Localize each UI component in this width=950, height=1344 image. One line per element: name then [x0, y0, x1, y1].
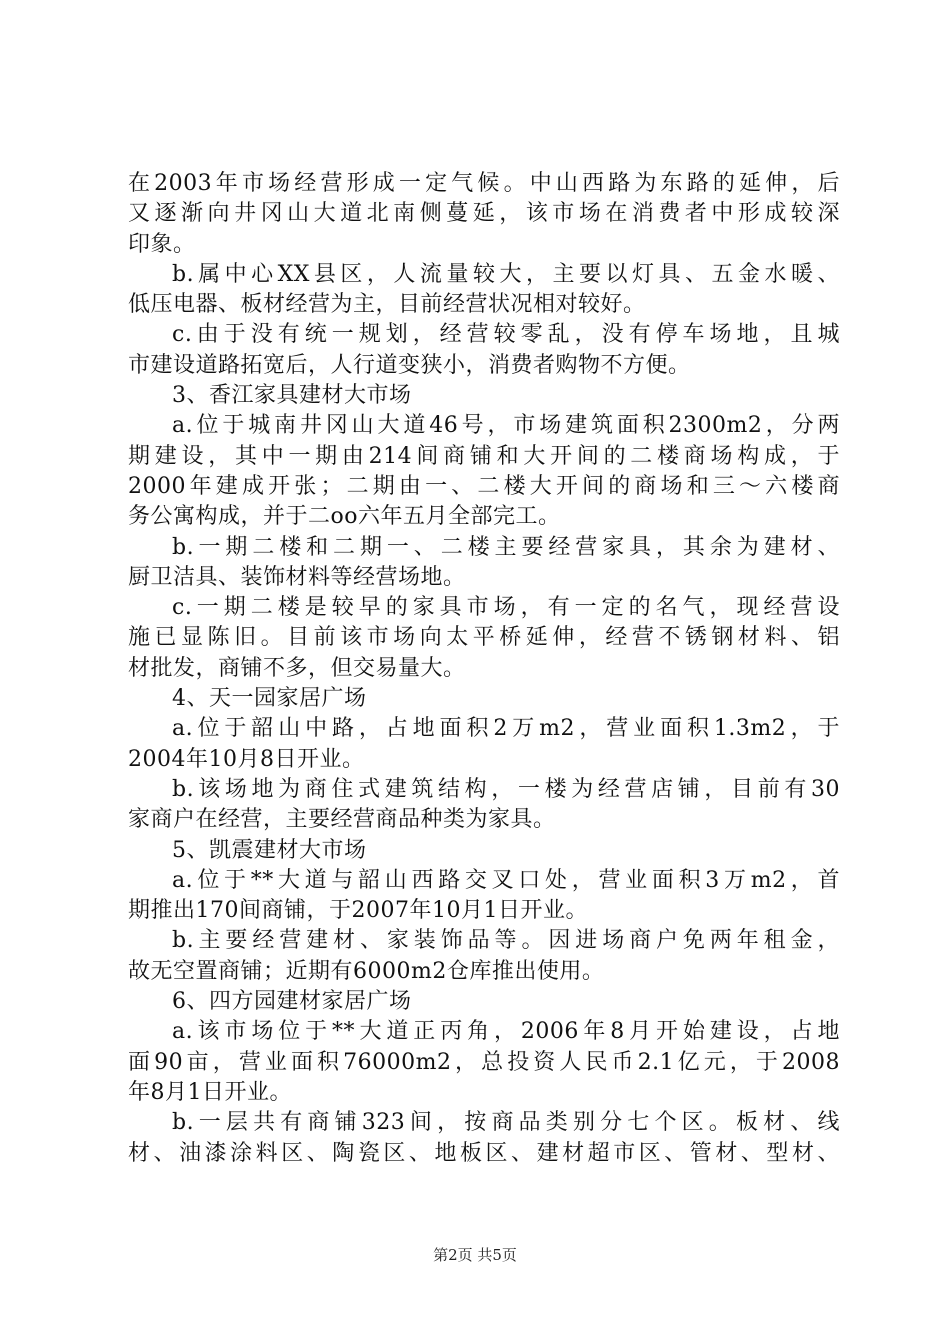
text-line: b.一层共有商铺323间，按商品类别分七个区。板材、线	[172, 1110, 840, 1136]
text-line: a.位于**大道与韶山西路交叉口处，营业面积3万m2，首	[172, 867, 840, 893]
text-line: c.一期二楼是较早的家具市场，有一定的名气，现经营设	[172, 595, 840, 621]
text-line: 面90亩，营业面积76000m2，总投资人民币2.1亿元，于2008	[128, 1049, 840, 1075]
text-line: 材批发，商铺不多，但交易量大。	[128, 655, 466, 681]
text-line: b.一期二楼和二期一、二楼主要经营家具，其余为建材、	[172, 534, 840, 560]
text-line: b.该场地为商住式建筑结构，一楼为经营店铺，目前有30	[172, 776, 840, 802]
text-line: 2000年建成开张；二期由一、二楼大开间的商场和三～六楼商	[128, 473, 840, 499]
text-line: 故无空置商铺；近期有6000m2仓库推出使用。	[128, 958, 605, 984]
text-line: a.位于城南井冈山大道46号，市场建筑面积2300m2，分两	[172, 413, 840, 439]
text-line: 务公寓构成，并于二oo六年五月全部完工。	[128, 504, 561, 530]
text-line: 又逐渐向井冈山大道北南侧蔓延，该市场在消费者中形成较深	[128, 201, 840, 227]
section-heading: 6、四方园建材家居广场	[172, 989, 412, 1015]
text-line: 印象。	[128, 231, 196, 257]
text-line: 年8月1日开业。	[128, 1079, 292, 1105]
text-line: 期推出170间商铺，于2007年10月1日开业。	[128, 898, 588, 924]
text-line: 家商户在经营，主要经营商品种类为家具。	[128, 807, 556, 833]
text-line: b.属中心XX县区，人流量较大，主要以灯具、五金水暖、	[172, 261, 840, 287]
section-heading: 4、天一园家居广场	[172, 686, 367, 712]
text-line: 在2003年市场经营形成一定气候。中山西路为东路的延伸，后	[128, 171, 840, 196]
page-footer: 第2页 共5页	[433, 1246, 517, 1264]
text-line: b.主要经营建材、家装饰品等。因进场商户免两年租金，	[172, 928, 840, 954]
text-line: 厨卫洁具、装饰材料等经营场地。	[128, 564, 466, 590]
document-body	[128, 169, 840, 1169]
section-heading: 3、香江家具建材大市场	[172, 383, 412, 409]
text-line: 施已显陈旧。目前该市场向太平桥延伸，经营不锈钢材料、铝	[128, 625, 840, 651]
text-line: 材、油漆涂料区、陶瓷区、地板区、建材超市区、管材、型材、	[128, 1140, 840, 1166]
text-line: 低压电器、板材经营为主，目前经营状况相对较好。	[128, 292, 646, 318]
text-line: 市建设道路拓宽后，人行道变狭小，消费者购物不方便。	[128, 352, 691, 378]
section-heading: 5、凯震建材大市场	[172, 837, 367, 863]
text-line: a.该市场位于**大道正丙角，2006年8月开始建设，占地	[172, 1019, 840, 1045]
text-line: c.由于没有统一规划，经营较零乱，没有停车场地，且城	[172, 322, 840, 348]
text-line: a.位于韶山中路，占地面积2万m2，营业面积1.3m2，于	[172, 716, 840, 742]
text-line: 期建设，其中一期由214间商铺和大开间的二楼商场构成，于	[128, 443, 840, 469]
text-line: 2004年10月8日开业。	[128, 746, 365, 772]
